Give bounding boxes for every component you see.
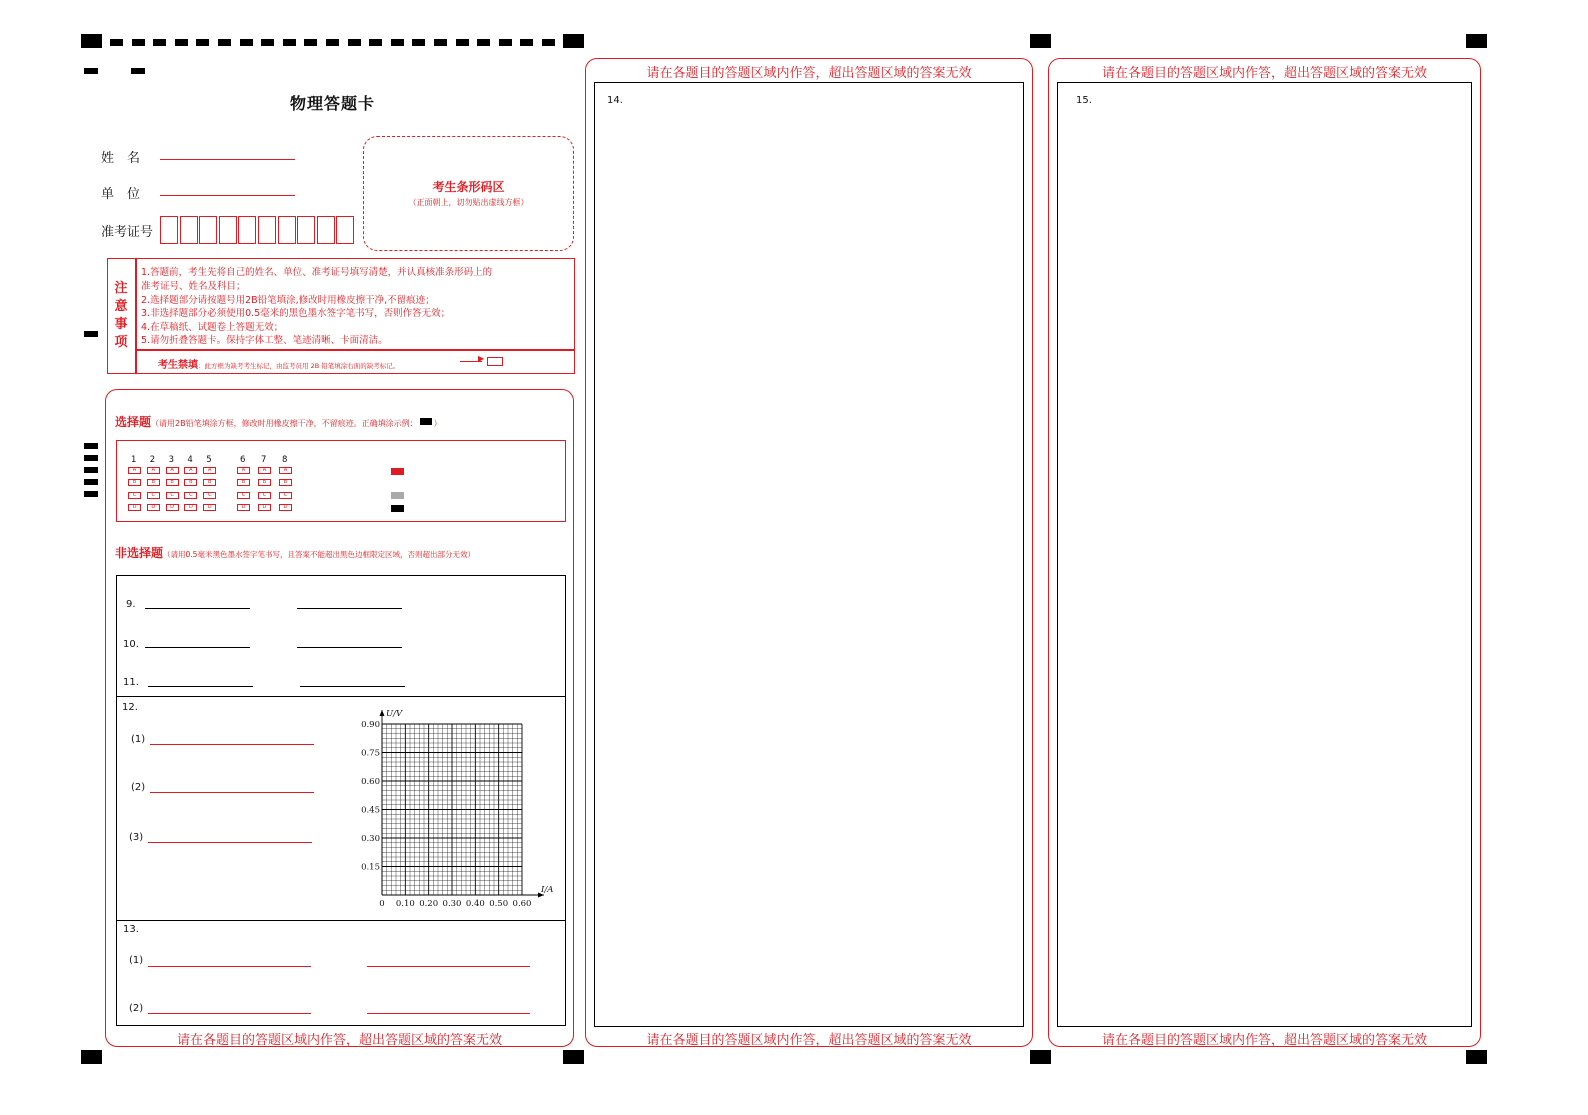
y-tick-label: 0.15 bbox=[361, 862, 380, 873]
option-bubble[interactable]: B bbox=[166, 479, 179, 486]
timing-dash bbox=[520, 39, 533, 46]
registration-mark bbox=[1030, 1050, 1051, 1064]
option-bubble[interactable]: B bbox=[128, 479, 141, 486]
q13-label: 13. bbox=[123, 924, 139, 935]
q9-blank-2[interactable] bbox=[297, 608, 402, 609]
timing-mark bbox=[84, 479, 98, 485]
q11-blank-2[interactable] bbox=[300, 686, 405, 687]
exam-id-cell[interactable] bbox=[278, 216, 296, 244]
q12-label: 12. bbox=[122, 702, 138, 713]
q13-part2-blank-2[interactable] bbox=[367, 1013, 530, 1014]
q10-label: 10. bbox=[123, 639, 139, 650]
timing-mark bbox=[84, 331, 98, 337]
q12-part2-blank[interactable] bbox=[150, 792, 314, 793]
timing-mark bbox=[84, 491, 98, 497]
timing-dash bbox=[499, 39, 512, 46]
timing-dash bbox=[153, 39, 166, 46]
timing-dash bbox=[391, 39, 404, 46]
y-tick-label: 0.75 bbox=[361, 748, 380, 759]
timing-dash bbox=[304, 39, 317, 46]
timing-dash bbox=[348, 39, 361, 46]
notice-divider bbox=[135, 349, 575, 351]
warning-footer-15: 请在各题目的答题区域内作答，超出答题区域的答案无效 bbox=[1101, 1033, 1427, 1048]
exam-id-label: 准考证号 bbox=[101, 225, 154, 240]
choice-title-row bbox=[115, 411, 442, 430]
notice-side-char: 意 bbox=[114, 299, 128, 314]
q9-label: 9. bbox=[126, 599, 136, 610]
registration-mark bbox=[1466, 34, 1487, 48]
exam-id-cell[interactable] bbox=[199, 216, 217, 244]
registration-mark bbox=[81, 34, 102, 48]
option-bubble[interactable]: A bbox=[279, 467, 292, 474]
option-bubble[interactable]: D bbox=[258, 504, 271, 511]
timing-dash bbox=[369, 39, 382, 46]
x-tick-label: 0.60 bbox=[512, 899, 532, 909]
option-bubble[interactable]: A bbox=[166, 467, 179, 474]
choice-title: 选择题 bbox=[115, 415, 152, 429]
exam-id-cell[interactable] bbox=[219, 216, 237, 244]
answer-box-9-11 bbox=[116, 575, 566, 697]
registration-mark bbox=[1030, 34, 1051, 48]
exam-id-cell[interactable] bbox=[317, 216, 335, 244]
nonchoice-title-row bbox=[115, 542, 475, 561]
unit-field[interactable] bbox=[160, 195, 295, 196]
notice-line: 2.选择题部分请按题号用2B铅笔填涂,修改时用橡皮擦干净,不留痕迹； bbox=[141, 295, 435, 306]
choice-instruction: （请用2B铅笔填涂方框，修改时用橡皮擦干净，不留痕迹。正确填涂示例： bbox=[151, 419, 418, 428]
question-number: 3 bbox=[168, 455, 175, 465]
option-bubble[interactable]: B bbox=[258, 479, 271, 486]
y-tick-label: 0.45 bbox=[361, 805, 380, 816]
arrow-head-icon: ▶ bbox=[478, 354, 485, 363]
y-axis-label: U/V bbox=[386, 709, 403, 719]
notice-side-char: 注 bbox=[114, 281, 128, 296]
nonchoice-instruction: （请用0.5毫米黑色墨水签字笔书写，且答案不能超出黑色边框限定区域，否则超出部分无效） bbox=[163, 550, 475, 559]
warning-header-14: 请在各题目的答题区域内作答，超出答题区域的答案无效 bbox=[646, 66, 972, 81]
absent-mark-box[interactable] bbox=[487, 357, 503, 366]
option-bubble[interactable]: C bbox=[128, 492, 141, 499]
x-tick-label: 0.10 bbox=[395, 899, 415, 909]
exam-id-cell[interactable] bbox=[297, 216, 315, 244]
question-number: 1 bbox=[131, 455, 137, 465]
option-bubble[interactable]: A bbox=[237, 467, 250, 474]
q12-part2-label: (2) bbox=[131, 782, 146, 793]
timing-dash bbox=[110, 39, 123, 46]
timing-dash bbox=[326, 39, 339, 46]
y-tick-label: 0.60 bbox=[361, 777, 380, 787]
nonchoice-title: 非选择题 bbox=[115, 546, 164, 560]
q14-label: 14. bbox=[607, 95, 623, 106]
name-label: 姓 名 bbox=[101, 151, 141, 166]
q11-label: 11. bbox=[123, 677, 139, 688]
option-bubble[interactable]: B bbox=[203, 479, 216, 486]
exam-id-cell[interactable] bbox=[160, 216, 178, 244]
option-bubble[interactable]: B bbox=[279, 479, 292, 486]
x-axis-label: I/A bbox=[541, 885, 554, 895]
option-bubble[interactable]: D bbox=[128, 504, 141, 511]
x-tick-label: 0 bbox=[379, 899, 385, 909]
registration-mark bbox=[1466, 1050, 1487, 1064]
exam-id-cell[interactable] bbox=[258, 216, 276, 244]
notice-side-label bbox=[107, 280, 135, 352]
timing-dash bbox=[175, 39, 188, 46]
option-bubble[interactable]: C bbox=[258, 492, 271, 499]
absent-row bbox=[158, 356, 399, 371]
registration-mark bbox=[563, 1050, 584, 1064]
timing-dash bbox=[477, 39, 490, 46]
option-bubble[interactable]: C bbox=[184, 492, 197, 499]
absent-label: 考生禁填 bbox=[158, 360, 198, 371]
question-number: 8 bbox=[282, 455, 288, 465]
option-bubble[interactable]: A bbox=[128, 467, 141, 474]
option-bubble[interactable]: D bbox=[166, 504, 179, 511]
notice-side-char: 项 bbox=[114, 335, 128, 350]
q12-part3-blank[interactable] bbox=[148, 842, 312, 843]
question-number: 7 bbox=[261, 455, 267, 465]
warning-footer-14: 请在各题目的答题区域内作答，超出答题区域的答案无效 bbox=[646, 1033, 972, 1048]
y-axis-arrow-icon bbox=[380, 710, 385, 716]
q13-part1-blank-2[interactable] bbox=[367, 966, 530, 967]
notice-line: 准考证号、姓名及科目； bbox=[141, 281, 246, 292]
choice-instruction-end: ） bbox=[433, 419, 442, 428]
timing-dash bbox=[542, 39, 555, 46]
notice-divider bbox=[135, 258, 137, 374]
option-bubble[interactable]: D bbox=[203, 504, 216, 511]
q12-part3-label: (3) bbox=[129, 832, 144, 843]
answer-box-14[interactable] bbox=[594, 82, 1024, 1027]
timing-dash bbox=[196, 39, 209, 46]
x-tick-label: 0.40 bbox=[465, 899, 485, 909]
timing-dash bbox=[218, 39, 231, 46]
option-bubble[interactable]: C bbox=[237, 492, 250, 499]
exam-id-cell[interactable] bbox=[180, 216, 198, 244]
q13-part2-label: (2) bbox=[129, 1003, 144, 1014]
y-tick-label: 0.30 bbox=[361, 834, 380, 844]
option-bubble[interactable]: D bbox=[147, 504, 160, 511]
q15-label: 15. bbox=[1076, 95, 1092, 106]
question-number: 2 bbox=[149, 455, 156, 465]
timing-mark bbox=[84, 467, 98, 473]
timing-mark bbox=[84, 68, 98, 74]
q13-part1-label: (1) bbox=[129, 955, 144, 966]
timing-mark bbox=[84, 443, 98, 449]
notice-side-char: 事 bbox=[114, 317, 128, 332]
question-number: 5 bbox=[206, 455, 212, 465]
correct-fill-swatch bbox=[391, 468, 404, 475]
timing-dash bbox=[132, 39, 145, 46]
q10-blank-2[interactable] bbox=[297, 647, 402, 648]
registration-mark bbox=[81, 1050, 102, 1064]
timing-dash bbox=[456, 39, 469, 46]
y-tick-label: 0.90 bbox=[361, 720, 380, 730]
option-bubble[interactable]: D bbox=[279, 504, 292, 511]
timing-dash bbox=[412, 39, 425, 46]
timing-dash bbox=[261, 39, 274, 46]
dark-fill-swatch bbox=[391, 505, 404, 512]
x-tick-label: 0.50 bbox=[489, 899, 509, 909]
q10-blank-1[interactable] bbox=[145, 647, 250, 648]
option-bubble[interactable]: A bbox=[203, 467, 216, 474]
q11-blank-1[interactable] bbox=[148, 686, 253, 687]
notice-line: 1.答题前，考生先将自己的姓名、单位、准考证号填写清楚，并认真核准条形码上的 bbox=[141, 267, 493, 278]
timing-dash bbox=[434, 39, 447, 46]
absent-text: ：此方框为缺考考生标记，由监考员用 2B 铅笔填涂右面的缺考标记。 bbox=[198, 362, 400, 370]
option-bubble[interactable]: C bbox=[147, 492, 160, 499]
option-bubble[interactable]: B bbox=[237, 479, 250, 486]
option-bubble[interactable]: C bbox=[279, 492, 292, 499]
option-bubble[interactable]: C bbox=[166, 492, 179, 499]
q12-part1-label: (1) bbox=[131, 734, 146, 745]
q13-part2-blank-1[interactable] bbox=[148, 1013, 311, 1014]
warning-footer-left: 请在各题目的答题区域内作答，超出答题区域的答案无效 bbox=[176, 1033, 502, 1048]
q12-part1-blank[interactable] bbox=[150, 744, 314, 745]
notice-line: 3.非选择题部分必须使用0.5毫米的黑色墨水签字笔书写，否则作答无效； bbox=[141, 308, 451, 319]
registration-mark bbox=[563, 34, 584, 48]
option-bubble[interactable]: D bbox=[237, 504, 250, 511]
u-i-graph[interactable] bbox=[355, 702, 560, 912]
timing-dash bbox=[240, 39, 253, 46]
option-bubble[interactable]: C bbox=[203, 492, 216, 499]
timing-track bbox=[110, 39, 560, 46]
q9-blank-1[interactable] bbox=[145, 608, 250, 609]
exam-id-cell[interactable] bbox=[238, 216, 256, 244]
barcode-title: 考生条形码区 bbox=[432, 180, 505, 194]
timing-dash bbox=[283, 39, 296, 46]
notice-line: 4.在草稿纸、试题卷上答题无效； bbox=[141, 322, 284, 333]
barcode-note: （正面朝上，切勿贴出虚线方框） bbox=[408, 198, 529, 207]
unit-label: 单 位 bbox=[101, 187, 141, 202]
fill-example-icon bbox=[420, 418, 432, 425]
x-tick-label: 0.20 bbox=[419, 899, 439, 909]
q13-part1-blank-1[interactable] bbox=[148, 966, 311, 967]
option-bubble[interactable]: B bbox=[184, 479, 197, 486]
option-bubble[interactable]: A bbox=[147, 467, 160, 474]
notice-line: 5.请勿折叠答题卡。保持字体工整、笔迹清晰、卡面清洁。 bbox=[141, 335, 388, 346]
timing-mark bbox=[131, 68, 145, 74]
question-number: 4 bbox=[187, 455, 193, 465]
x-tick-label: 0.30 bbox=[442, 899, 462, 909]
exam-id-cell[interactable] bbox=[336, 216, 354, 244]
light-fill-swatch bbox=[391, 492, 404, 499]
page-title: 物理答题卡 bbox=[290, 94, 376, 113]
option-bubble[interactable]: B bbox=[147, 479, 160, 486]
answer-box-15[interactable] bbox=[1057, 82, 1472, 1027]
question-number: 6 bbox=[240, 455, 246, 465]
option-bubble[interactable]: D bbox=[184, 504, 197, 511]
warning-header-15: 请在各题目的答题区域内作答，超出答题区域的答案无效 bbox=[1101, 66, 1427, 81]
timing-mark bbox=[84, 455, 98, 461]
answer-box-13 bbox=[116, 920, 566, 1026]
option-bubble[interactable]: A bbox=[258, 467, 271, 474]
name-field[interactable] bbox=[160, 159, 295, 160]
option-bubble[interactable]: A bbox=[184, 467, 197, 474]
